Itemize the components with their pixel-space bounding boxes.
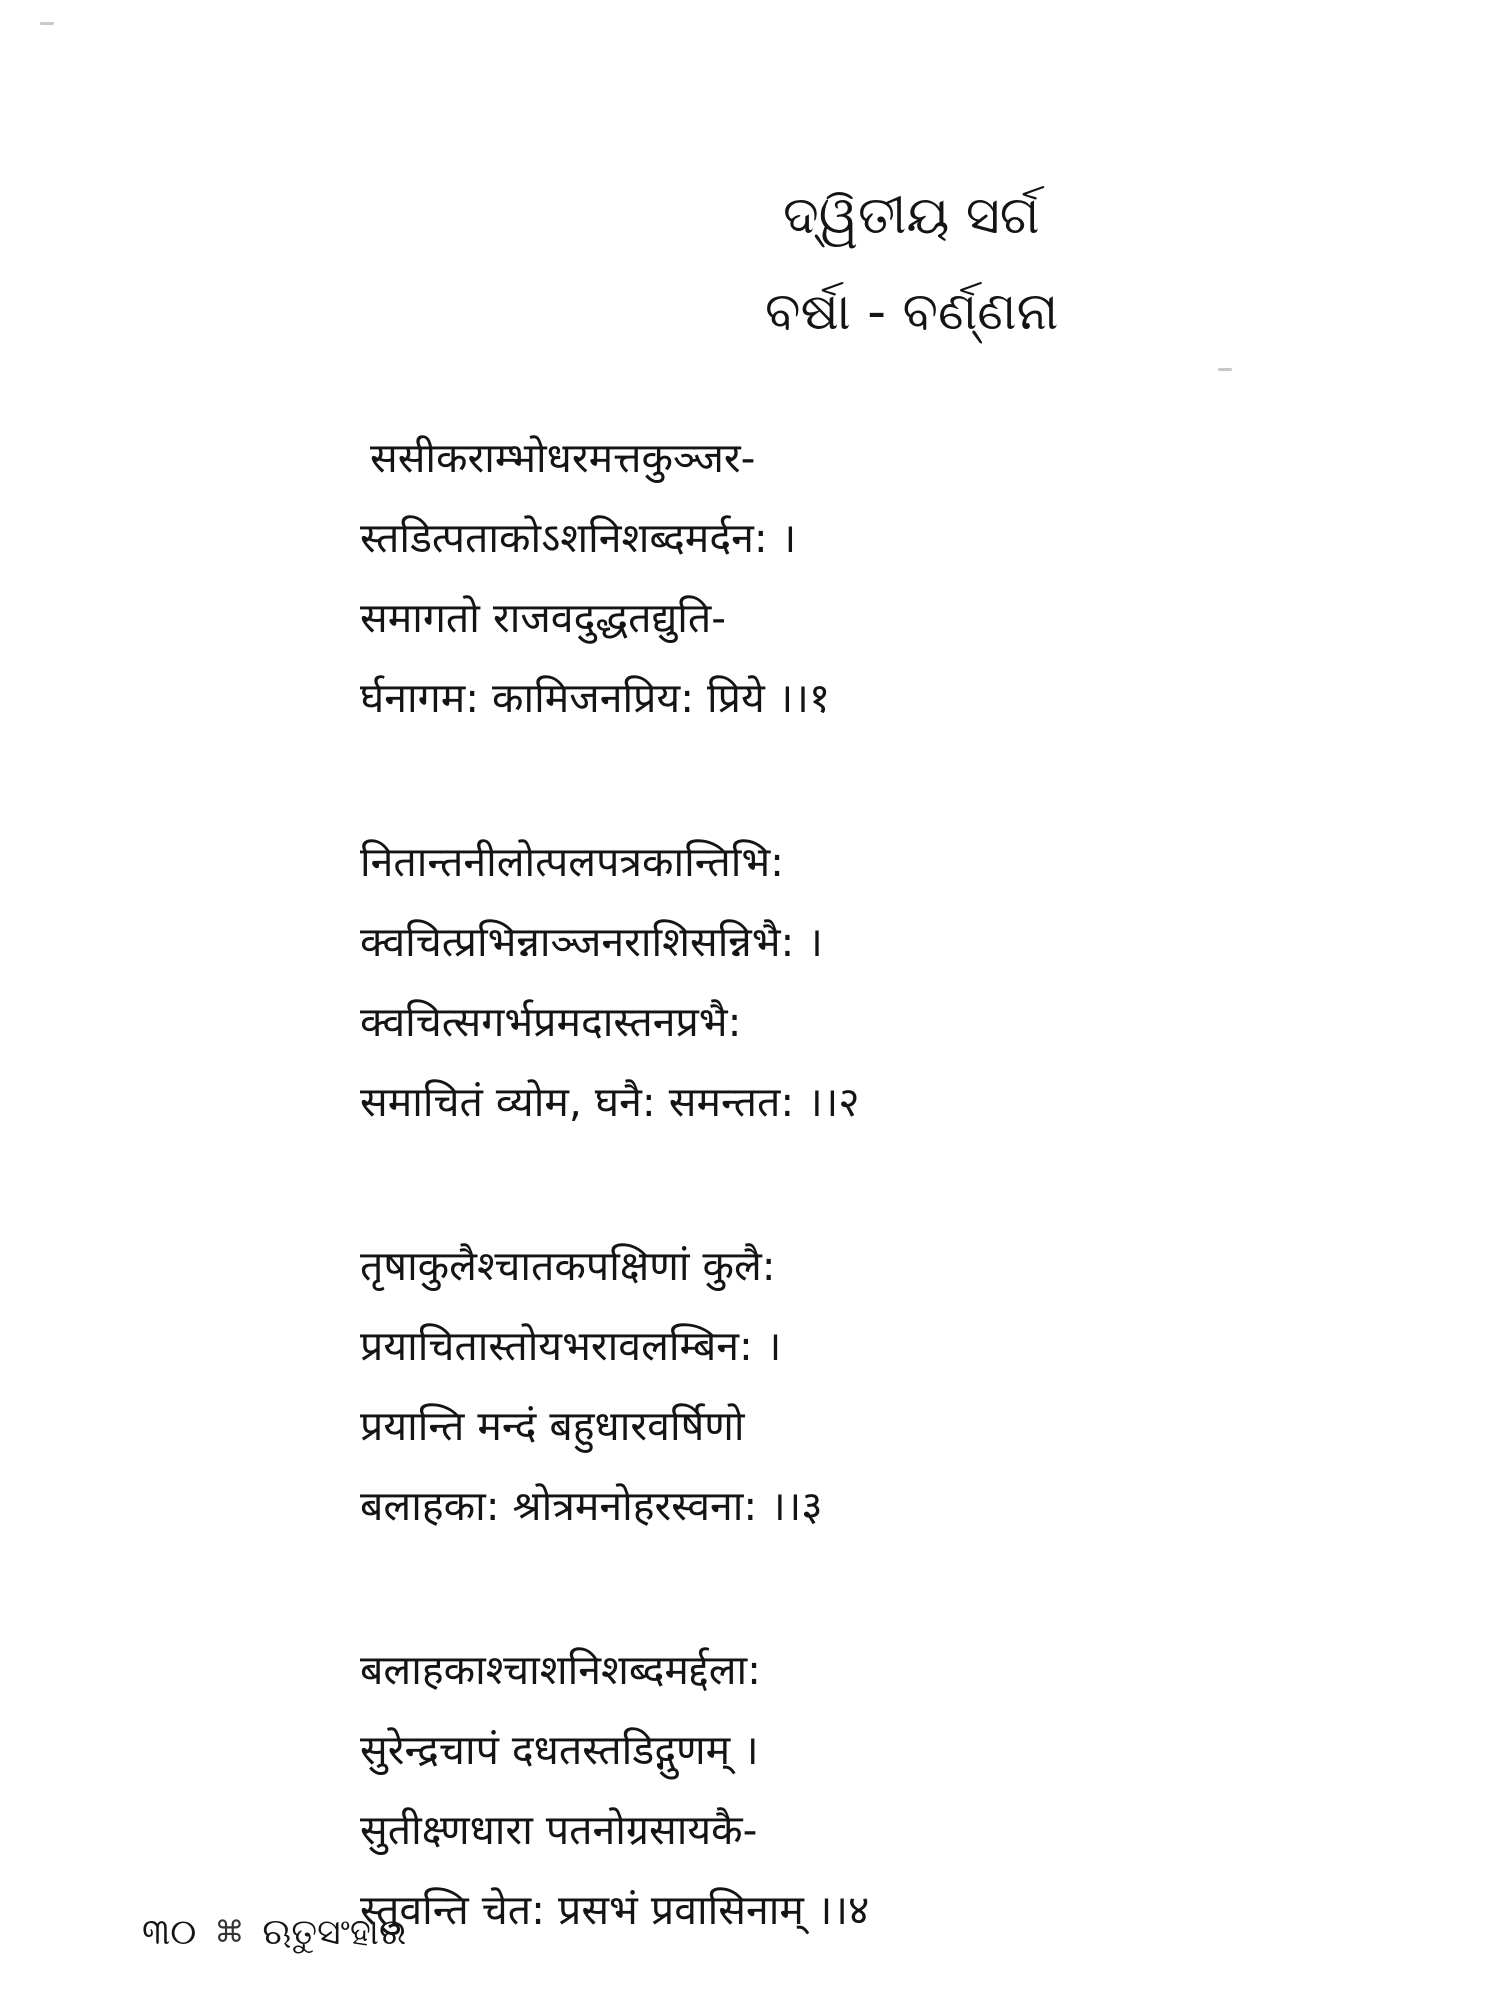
page-number: ୩୦ <box>142 1912 197 1953</box>
verse-line: सुतीक्ष्णधारा पतनोग्रसायकै- <box>360 1806 758 1854</box>
chapter-title: ଦ୍ୱିତୀୟ ସର୍ଗ <box>783 186 1040 246</box>
verse-1 <box>360 418 1460 738</box>
verse-line: क्वचित्सगर्भप्रमदास्तनप्रभै: <box>360 998 742 1046</box>
verse-line: बलाहकाश्चाशनिशब्दमर्द्दला: <box>360 1646 761 1694</box>
verse-line: स्तडित्पताकोऽशनिशब्दमर्दन: । <box>360 514 797 562</box>
verse-line: क्वचित्प्रभिन्नाञ्जनराशिसन्निभै: । <box>360 918 823 966</box>
verse-line: ससीकराम्भोधरमत्तकुञ्जर- <box>370 434 756 482</box>
ornament-icon: ⌘ <box>214 1915 245 1950</box>
verse-line: नितान्तनीलोत्पलपत्रकान्तिभि: <box>360 838 784 886</box>
verse-line: र्घनागम: कामिजनप्रिय: प्रिये ।।१ <box>360 674 831 722</box>
verse-line: प्रयाचितास्तोयभरावलम्बिन: । <box>360 1322 782 1370</box>
verse-3 <box>360 1226 1460 1546</box>
verse-line: प्रयान्ति मन्दं बहुधारवर्षिणो <box>360 1402 745 1450</box>
verse-line: बलाहका: श्रोत्रमनोहरस्वना: ।।३ <box>360 1482 823 1530</box>
scan-mark <box>40 22 54 25</box>
book-title: ଋତୁସଂହାର <box>262 1912 407 1953</box>
verse-line: स्तुवन्ति चेत: प्रसभं प्रवासिनाम् ।।४ <box>360 1886 870 1934</box>
verse-4 <box>360 1630 1460 1950</box>
verse-line: समागतो राजवदुद्धतद्युति- <box>360 594 727 642</box>
scan-mark <box>1218 368 1232 371</box>
page-footer <box>142 1912 407 1953</box>
verse-2 <box>360 822 1460 1142</box>
verse-line: तृषाकुलैश्चातकपक्षिणां कुलै: <box>360 1242 776 1290</box>
verse-line: समाचितं व्योम, घनै: समन्तत: ।।२ <box>360 1078 860 1126</box>
verse-line: सुरेन्द्रचापं दधतस्तडिद्गुणम् । <box>360 1726 759 1774</box>
verse-list <box>360 418 1460 1950</box>
chapter-subtitle: ବର୍ଷା - ବର୍ଣ୍ଣନା <box>765 282 1059 342</box>
